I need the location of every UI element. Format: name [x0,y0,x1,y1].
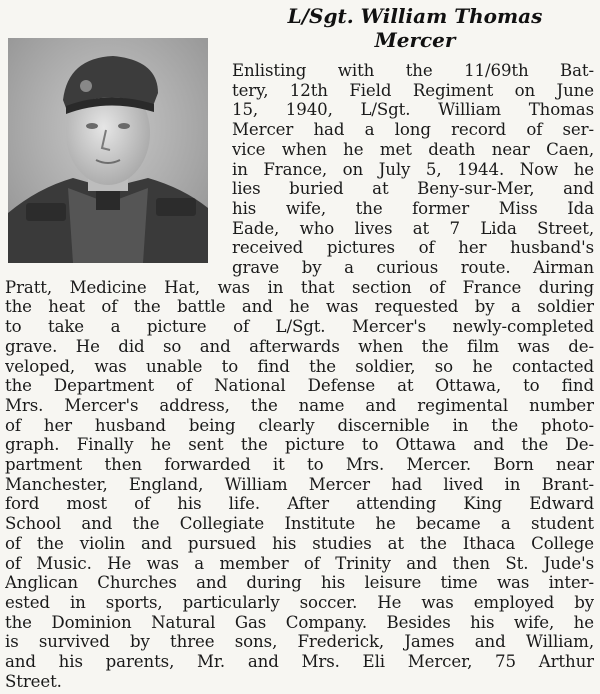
body-line: veloped, was unable to find the soldier, so he contacted [5,356,594,376]
body-line: ested in sports, particularly soccer. He was employed by [5,592,594,612]
body-line: grave by a curious route. Airman [232,258,594,277]
body-line: his wife, the former Miss Ida [232,198,594,218]
body-line: Manchester, England, William Mercer had lived in Brant- [5,474,594,494]
body-line: vice when he met death near Caen, [232,139,594,159]
body-line: Anglican Churches and during his leisure time was inter- [5,573,594,593]
body-line: partment then forwarded it to Mrs. Mercer. Born near [5,455,594,474]
body-line: of her husband being clearly discernible in the photo- [5,415,594,435]
body-line: and his parents, Mr. and Mrs. Eli Mercer, 75 Arthur [5,652,594,671]
body-line: the heat of the battle and he was requested by a soldier [5,297,594,317]
body-line: Mercer had a long record of ser- [232,120,594,140]
portrait-photo [8,38,208,263]
body-line: Pratt, Medicine Hat, was in that section of France during [5,277,594,297]
title-line-1: L/Sgt. William Thomas [287,4,543,28]
body-line: ford most of his life. After attending King Edward [5,494,594,514]
title-line-2: Mercer [374,28,456,52]
body-line: School and the Collegiate Institute he became a student [5,514,594,534]
body-line: Street. [5,671,62,691]
body-line: in France, on July 5, 1944. Now he [232,159,594,179]
body-line: the Dominion Natural Gas Company. Besides his wife, he [5,612,594,632]
body-line: Mrs. Mercer's address, the name and regimental number [5,395,594,415]
obituary-title [230,4,600,52]
body-line: received pictures of her husband's [232,238,594,258]
body-line: tery, 12th Field Regiment on June [232,80,594,100]
body-line: of Music. He was a member of Trinity and then St. Jude's [5,553,594,573]
body-line: the Department of National Defense at Ottawa, to find [5,376,594,396]
body-line: Enlisting with the 11/69th Bat- [232,61,594,80]
body-line: to take a picture of L/Sgt. Mercer's newly-completed [5,317,594,337]
body-line: graph. Finally he sent the picture to Ottawa and the De- [5,435,594,455]
body-line: 15, 1940, L/Sgt. William Thomas [232,100,594,120]
body-line: of the violin and pursued his studies at the Ithaca College [5,533,594,553]
body-line: Eade, who lives at 7 Lida Street, [232,218,594,238]
body-line: is survived by three sons, Frederick, James and William, [5,632,594,652]
body-line: grave. He did so and afterwards when the film was de- [5,336,594,356]
body-line: lies buried at Beny-sur-Mer, and [232,179,594,199]
